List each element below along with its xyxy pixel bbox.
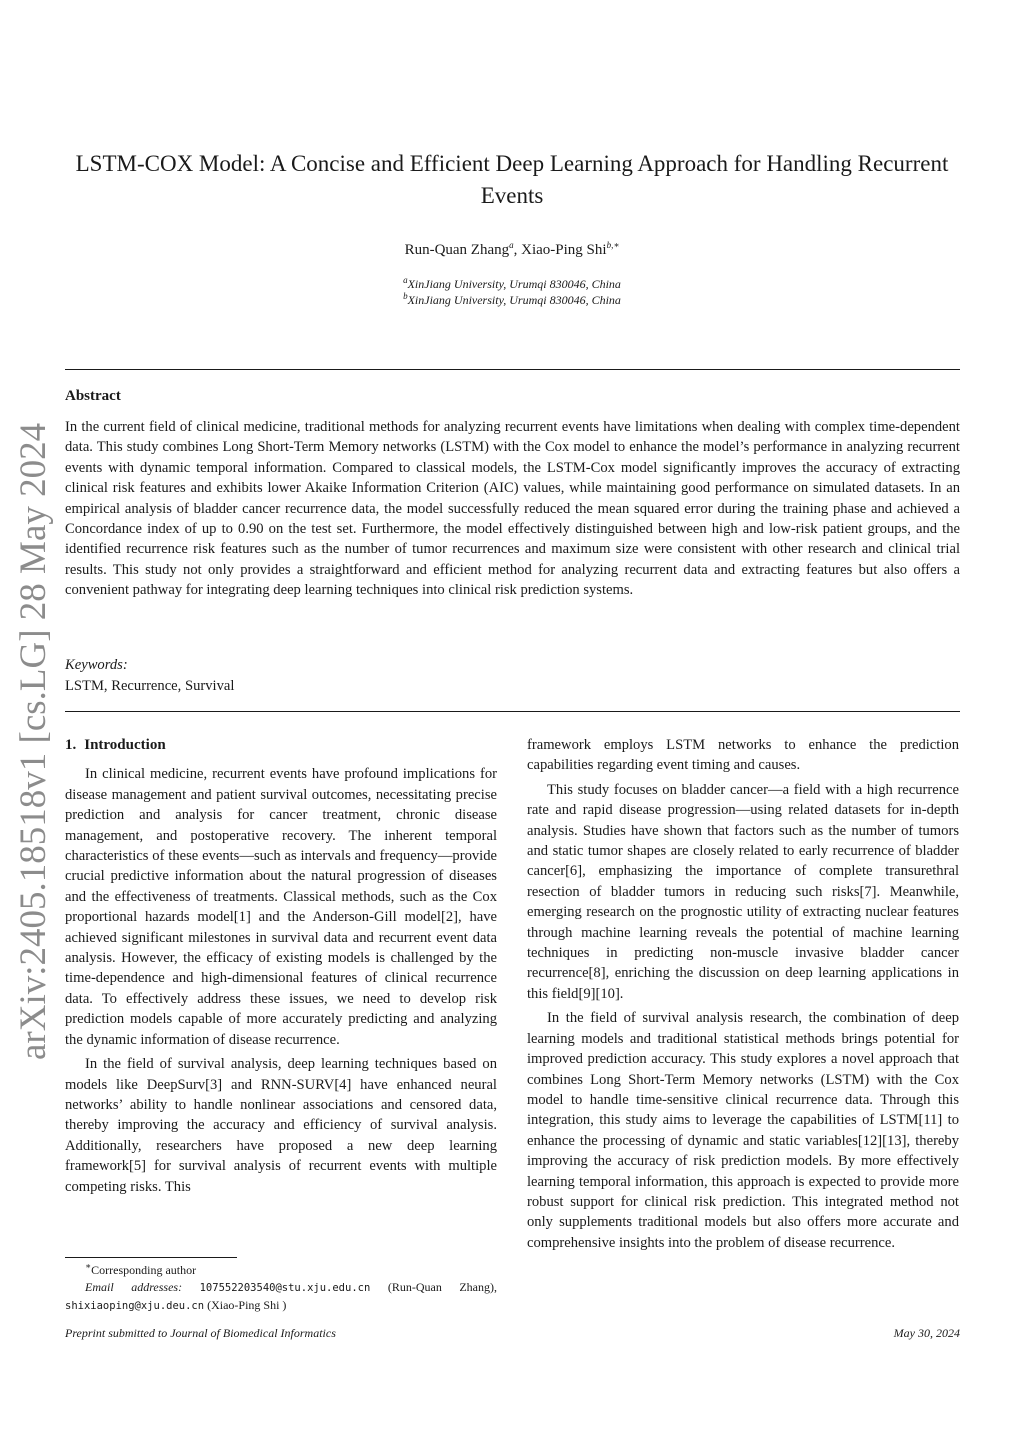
email-line — [65, 1279, 497, 1315]
author-affil-mark: a — [509, 240, 514, 250]
section-title: Introduction — [84, 737, 166, 753]
keywords-label: Keywords: — [65, 657, 128, 673]
corresponding-text: Corresponding author — [91, 1263, 197, 1277]
affiliation-text: XinJiang University, Urumqi 830046, China — [407, 277, 621, 291]
affiliation-mark: b — [403, 291, 408, 301]
intro-paragraph: In the field of survival analysis research, the combination of deep learning models and traditional statistical methods brings potential for improved prediction accuracy. This study explores a novel approach that combines Long Short-Term Memory networks (LSTM) with the Cox model to handle time-sensitive clinical recurrence data. Through this integration, this study aims to leverage the capabilities of LSTM[11] to enhance the processing of dynamic and static variables[12][13], thereby improving the accuracy of risk prediction models. By more effectively learning temporal information, this approach is expected to provide more robust support for clinical risk prediction. This integrated method not only supplements traditional models but also offers more accurate and comprehensive insights into the problem of disease recurrence. — [527, 1010, 959, 1251]
arxiv-side-stamp: arXiv:2405.18518v1 [cs.LG] 28 May 2024 — [13, 422, 54, 1060]
footer-journal: Preprint submitted to Journal of Biomedical Informatics — [65, 1326, 336, 1340]
author-name: Xiao-Ping Shi — [521, 242, 607, 258]
keywords-text: LSTM, Recurrence, Survival — [65, 678, 235, 694]
corresponding-note — [65, 1262, 497, 1279]
section-number: 1. — [65, 737, 77, 753]
abstract-top-rule — [65, 369, 960, 370]
footer-date: May 30, 2024 — [893, 1326, 960, 1340]
abstract-body: In the current field of clinical medicine, traditional methods for analyzing recurrent events have limitations when dealing with complex time-dependent data. This study combines Long Short-Term Memory networks (LSTM) with the Cox model to enhance the model’s performance in analyzing recurrent events with dynamic temporal information. Compared to classical models, the LSTM-Cox model significantly improves the accuracy of extracting clinical risk features and exhibits lower Akaike Information Criterion (AIC) values, while maintaining good performance on simulated datasets. In an empirical analysis of bladder cancer recurrence data, the model successfully reduced the mean squared error during the training phase and achieved a Concordance index of up to 0.90 on the test set. Furthermore, the model effectively distinguished between high and low-risk patient groups, and the identified recurrence risk features such as the number of tumor recurrences and maximum size were consistent with other research and clinical trial results. This study not only provides a straightforward and efficient method for analyzing recurrent data and extracting features but also offers a convenient pathway for integrating deep learning techniques into clinical risk prediction systems. — [65, 419, 960, 599]
affiliation-mark: a — [403, 275, 408, 285]
author-affil-mark: b,∗ — [606, 240, 620, 250]
author-list — [70, 240, 954, 260]
abstract-heading: Abstract — [65, 388, 121, 404]
intro-paragraph: This study focuses on bladder cancer—a field with a high recurrence rate and rapid disease progression—using related datasets for in-depth analysis. Studies have shown that factors such as the number of tumors and static tumor shapes are closely related to early recurrence of bladder cancer[6], emphasizing the importance of complete transurethral resection of bladder tumors in reducing such risks[7]. Meanwhile, emerging research on the prognostic utility of extracting nuclear features through machine learning reveals the potential of machine learning techniques in predicting non-muscle invasive bladder cancer recurrence[8], enriching the discussion on deep learning applications in this field[9][10]. — [527, 781, 959, 1002]
footnote — [65, 1262, 497, 1315]
email-link[interactable]: 107552203540@stu.xju.edu.cn — [199, 1282, 371, 1294]
intro-paragraph: In the field of survival analysis, deep learning techniques based on models like DeepSurv[3] and RNN-SURV[4] have enhanced neural networks’ ability to handle nonlinear associations and censored data, thereby improving the accuracy and efficiency of survival analysis. Additionally, researchers have proposed a new deep learning framework[5] for survival analysis of recurrent events with multiple competing risks. This — [65, 1056, 497, 1195]
right-column — [527, 735, 959, 1253]
affiliation-line — [70, 276, 954, 292]
email-owner: (Xiao-Ping Shi ) — [207, 1298, 287, 1312]
intro-paragraph: In clinical medicine, recurrent events have profound implications for disease management and patient survival outcomes, necessitating precise prediction and analysis for cancer treatment, chronic disease management, and postoperative recovery. The inherent temporal characteristics of these events—such as intervals and frequency—provide crucial predictive information about the natural progression of diseases and the effectiveness of treatments. Classical methods, such as the Cox proportional hazards model[1] and the Anderson-Gill model[2], have achieved significant milestones in survival data and recurrent event data analysis. However, the efficacy of existing models is challenged by the time-dependence and high-dimensional features of clinical recurrence data. To effectively address these issues, we need to develop risk prediction models capable of more accurately predicting and analyzing the dynamic information of disease recurrence. — [65, 766, 497, 1048]
email-owner: (Run-Quan Zhang), — [387, 1280, 497, 1294]
email-label: Email addresses: — [85, 1280, 183, 1294]
section-heading — [65, 735, 497, 755]
affiliations — [70, 276, 954, 308]
abstract-bottom-rule — [65, 711, 960, 712]
author-separator: , — [513, 242, 522, 258]
author-name: Run-Quan Zhang — [404, 242, 510, 258]
email-link[interactable]: shixiaoping@xju.deu.cn — [65, 1300, 205, 1312]
affiliation-text: XinJiang University, Urumqi 830046, China — [407, 293, 621, 307]
affiliation-line — [70, 292, 954, 308]
footnote-rule — [65, 1257, 237, 1258]
intro-paragraph-continued: framework employs LSTM networks to enhance the prediction capabilities regarding event timing and causes. — [527, 737, 959, 774]
corresponding-mark: ∗ — [85, 1261, 92, 1271]
left-column — [65, 735, 497, 1197]
paper-title: LSTM-COX Model: A Concise and Efficient Deep Learning Approach for Handling Recurrent Events — [75, 151, 949, 208]
